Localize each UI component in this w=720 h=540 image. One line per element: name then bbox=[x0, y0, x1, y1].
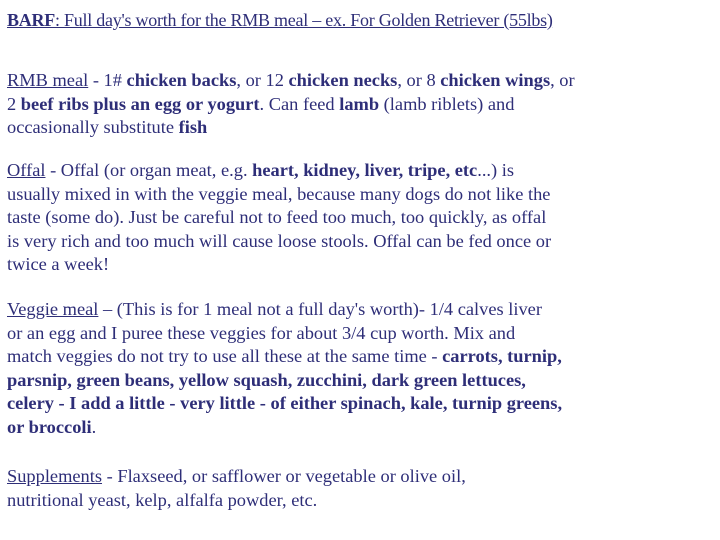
veggie-line-5 bbox=[7, 392, 707, 416]
rmb-heading: RMB meal bbox=[7, 70, 89, 90]
veggie-text: – (This is for 1 meal not a full day's worth)- 1/4 calves liver bbox=[98, 299, 542, 319]
rmb-text: . Can feed bbox=[259, 93, 340, 114]
rmb-meal-section bbox=[7, 69, 707, 140]
rmb-line-3 bbox=[7, 116, 707, 140]
rmb-line-2 bbox=[7, 93, 707, 117]
veggie-item: celery - I add a little - very little - of either spinach, kale, turnip greens, bbox=[7, 393, 563, 413]
rmb-item: chicken wings bbox=[440, 70, 551, 90]
title-text: : Full day's worth for the RMB meal – ex. For Golden Retriever (55lbs) bbox=[55, 10, 553, 30]
offal-text: - Offal (or organ meat, e.g. bbox=[45, 160, 253, 180]
rmb-text: , or 12 bbox=[236, 70, 289, 90]
rmb-text: , or 8 bbox=[397, 70, 441, 90]
supplements-text: - Flaxseed, or safflower or vegetable or olive oil, bbox=[102, 466, 466, 486]
veggie-heading: Veggie meal bbox=[7, 299, 99, 319]
supplements-heading: Supplements bbox=[7, 466, 103, 486]
offal-line-4: is very rich and too much will cause loose stools. Offal can be fed once or bbox=[7, 230, 552, 251]
offal-item: heart, kidney, liver, tripe, etc bbox=[252, 160, 478, 180]
rmb-item: lamb bbox=[339, 93, 380, 114]
rmb-line-1 bbox=[7, 69, 707, 93]
veggie-line-6 bbox=[7, 416, 707, 440]
rmb-item: fish bbox=[178, 117, 208, 137]
rmb-text: - 1# bbox=[88, 70, 127, 90]
offal-line-5: twice a week! bbox=[7, 254, 110, 274]
offal-line-2: usually mixed in with the veggie meal, because many dogs do not like the bbox=[7, 183, 551, 204]
rmb-item: chicken necks bbox=[288, 70, 398, 90]
supplements-line-1 bbox=[7, 465, 707, 489]
rmb-text: (lamb riblets) and bbox=[379, 93, 515, 114]
veggie-text: . bbox=[91, 416, 97, 437]
title-label: BARF bbox=[7, 10, 55, 30]
offal-line-3: taste (some do). Just be careful not to feed too much, too quickly, as offal bbox=[7, 207, 547, 227]
veggie-line-1 bbox=[7, 298, 707, 322]
veggie-text: match veggies do not try to use all these at the same time - bbox=[7, 346, 443, 366]
veggie-meal-section bbox=[7, 298, 707, 439]
page-title bbox=[7, 8, 714, 32]
veggie-line-2: or an egg and I puree these veggies for about 3/4 cup worth. Mix and bbox=[7, 322, 516, 343]
veggie-item: carrots, turnip, bbox=[442, 346, 562, 366]
supplements-section bbox=[7, 465, 707, 512]
offal-heading: Offal bbox=[7, 160, 46, 180]
veggie-line-3 bbox=[7, 345, 707, 369]
rmb-text: 2 bbox=[7, 93, 21, 114]
rmb-text: , or bbox=[550, 70, 575, 90]
offal-text: ...) is bbox=[477, 160, 515, 180]
veggie-line-4 bbox=[7, 369, 707, 393]
offal-line-1 bbox=[7, 159, 707, 183]
offal-section bbox=[7, 159, 707, 277]
rmb-text: occasionally substitute bbox=[7, 117, 179, 137]
supplements-line-2: nutritional yeast, kelp, alfalfa powder, etc. bbox=[7, 489, 318, 510]
rmb-item: chicken backs bbox=[126, 70, 237, 90]
veggie-item: parsnip, green beans, yellow squash, zucchini, dark green lettuces, bbox=[7, 369, 526, 390]
rmb-item: beef ribs plus an egg or yogurt bbox=[20, 93, 260, 114]
veggie-item: or broccoli bbox=[7, 416, 92, 437]
